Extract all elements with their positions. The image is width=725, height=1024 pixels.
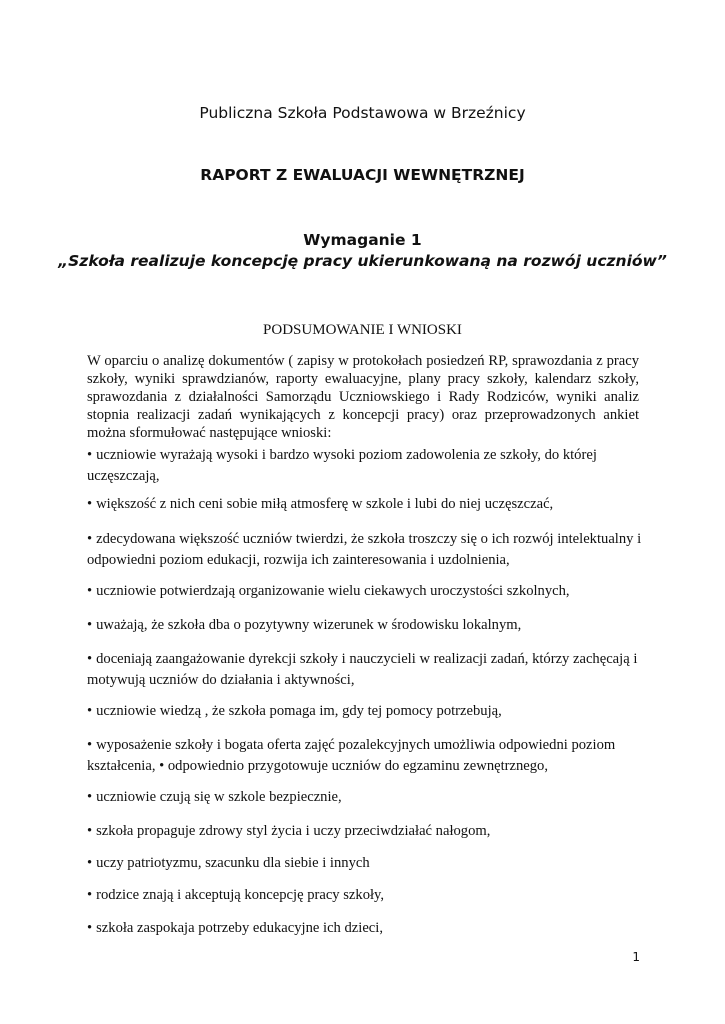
list-item-text: zdecydowana większość uczniów twierdzi, że szkoła troszczy się o ich rozwój intelektualny i odpowiedni poziom edukacji, rozwija ich zainteresowania i uzdolnienia, [87,531,642,568]
bullet-icon: • [87,447,93,463]
list-item [87,445,647,487]
list-item-text: uczniowie wiedzą , że szkoła pomaga im, gdy tej pomocy potrzebują, [96,703,502,719]
bullet-icon: • [87,920,93,936]
list-item-text: szkoła propaguje zdrowy styl życia i uczy przeciwdziałać nałogom, [96,823,491,839]
list-item [87,494,647,515]
requirement-text: „Szkoła realizuje koncepcję pracy ukierunkowaną na rozwój uczniów” [58,252,667,270]
bullet-icon: • [87,887,93,903]
school-name: Publiczna Szkoła Podstawowa w Brzeźnicy [199,104,526,122]
list-item-text: doceniają zaangażowanie dyrekcji szkoły i nauczycieli w realizacji zadań, którzy zachęcają i motywują uczniów do działania i aktywności, [87,651,638,688]
list-item-text: uważają, że szkoła dba o pozytywny wizerunek w środowisku lokalnym, [96,617,522,633]
list-item [87,735,647,777]
list-item [87,529,647,571]
bullet-icon: • [87,703,93,719]
list-item [87,787,647,808]
list-item [87,885,647,906]
list-item-text: uczy patriotyzmu, szacunku dla siebie i innych [96,855,370,871]
summary-heading: PODSUMOWANIE I WNIOSKI [263,322,462,338]
list-item-text: wyposażenie szkoły i bogata oferta zajęć pozalekcyjnych umożliwia odpowiedni poziom kształcenia, • odpowiednio przygotowuje uczniów do egzaminu zewnętrznego, [87,737,616,774]
report-title: RAPORT Z EWALUACJI WEWNĘTRZNEJ [200,166,525,184]
bullet-icon: • [87,583,93,599]
intro-paragraph: W oparciu o analizę dokumentów ( zapisy w protokołach posiedzeń RP, sprawozdania z pracy szkoły, wyniki sprawdzianów, raporty ewaluacyjne, plany pracy szkoły, kalendarz szkoły, sprawozdania z działalności Samorządu Uczniowskiego i Rady Rodziców, wyniki analiz stopnia realizacji zadań wynikających z koncepcji pracy) oraz przeprowadzonych ankiet można sformułować następujące wnioski: [87,353,639,441]
bullet-icon: • [87,789,93,805]
list-item [87,821,647,842]
list-item [87,853,647,874]
list-item [87,615,647,636]
list-item [87,918,647,939]
bullet-icon: • [87,823,93,839]
list-item [87,701,647,722]
list-item-text: uczniowie potwierdzają organizowanie wielu ciekawych uroczystości szkolnych, [96,583,570,599]
list-item [87,649,647,691]
list-item-text: szkoła zaspokaja potrzeby edukacyjne ich dzieci, [96,920,383,936]
bullet-icon: • [87,855,93,871]
list-item [87,581,647,602]
list-item-text: większość z nich ceni sobie miłą atmosferę w szkole i lubi do niej uczęszczać, [96,496,554,512]
requirement-label: Wymaganie 1 [303,231,422,249]
page-number: 1 [632,950,640,964]
bullet-icon: • [87,617,93,633]
bullet-icon: • [87,531,93,547]
list-item-text: rodzice znają i akceptują koncepcję pracy szkoły, [96,887,385,903]
list-item-text: uczniowie wyrażają wysoki i bardzo wysoki poziom zadowolenia ze szkoły, do której uczęszczają, [87,447,597,484]
bullet-icon: • [87,651,93,667]
bullet-icon: • [87,737,93,753]
list-item-text: uczniowie czują się w szkole bezpiecznie, [96,789,342,805]
bullet-icon: • [87,496,93,512]
